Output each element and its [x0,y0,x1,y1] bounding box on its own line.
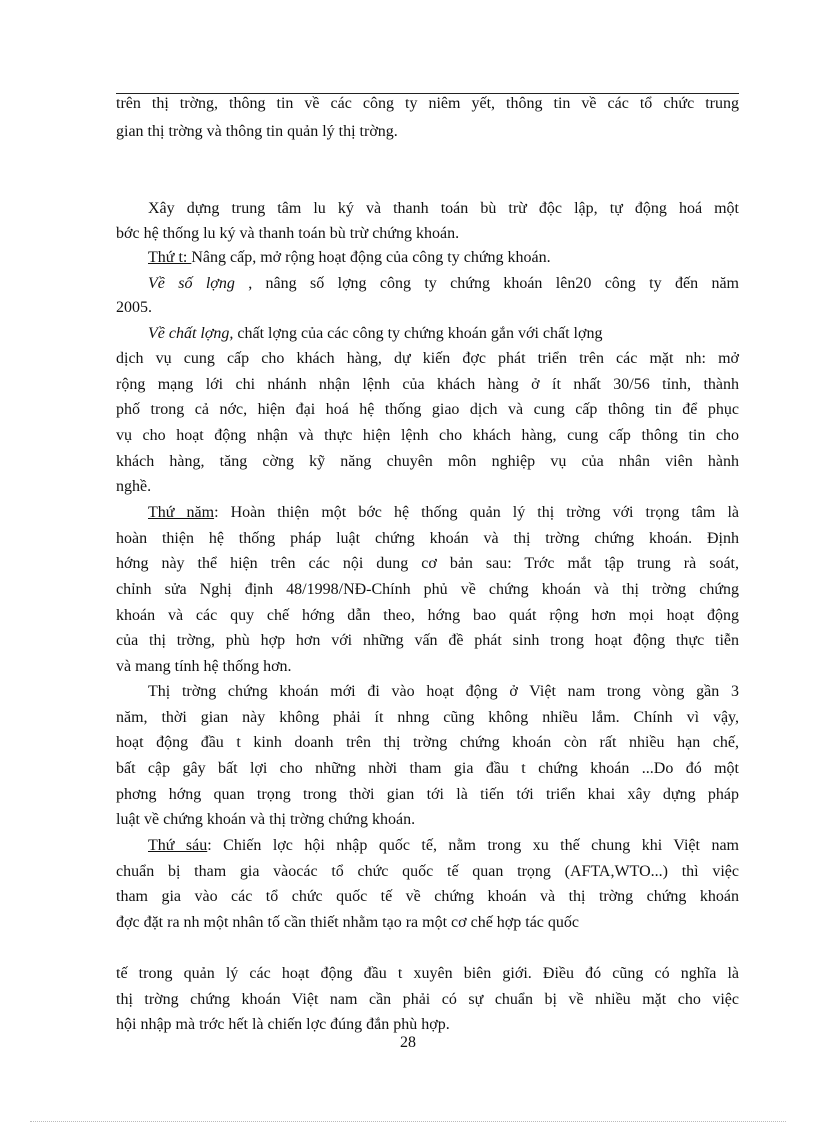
text-line: đợc đặt ra nh một nhân tố cần thiết nhằm tạo ra một cơ chế hợp tác quốc [116,914,580,931]
text-line: khách hàng, tăng cờng kỹ năng chuyên môn nghiệp vụ của nhân viên hành [116,453,739,470]
section-heading-thu-nam: Thứ năm [148,504,215,521]
text-line: Thị trờng chứng khoán mới đi vào hoạt động ở Việt nam trong vòng gần 3 [148,683,739,700]
text-line: khoán và các quy chế hớng dẫn theo, hớng bao quát rộng hơn mọi hoạt động [116,607,739,624]
text-line: Về số lợng , nâng số lợng công ty chứng khoán lên20 công ty đến năm [148,275,739,292]
text-line: hội nhập mà trớc hết là chiến lợc đúng đắn phù hợp. [116,1016,450,1033]
text-line: thị trờng chứng khoán Việt nam cần phải có sự chuẩn bị về nhiều mặt cho việc [116,991,739,1008]
text-line: tham gia vào các tổ chức quốc tế về chứng khoán và thị trờng chứng khoán [116,888,739,905]
section-heading-thu-sau: Thứ sáu [148,837,208,854]
text-line: gian thị trờng và thông tin quản lý thị trờng. [116,123,398,140]
text-line: phơng hớng quan trọng trong thời gian tới là tiến tới triển khai xây dựng pháp [116,786,739,803]
text-line: Xây dựng trung tâm lu ký và thanh toán bù trừ độc lập, tự động hoá một [148,200,739,217]
text-line: hoàn thiện hệ thống pháp luật chứng khoán và thị trờng chứng khoán. Định [116,530,739,547]
text-line: bớc hệ thống lu ký và thanh toán bù trừ chứng khoán. [116,225,460,242]
text-line: luật về chứng khoán và thị trờng chứng khoán. [116,811,416,828]
text-line: của thị trờng, phù hợp hơn với những vấn đề phát sinh trong hoạt động thực tiễn [116,632,739,649]
text-line: nghề. [116,478,152,495]
text-line: Thứ sáu: Chiến lợc hội nhập quốc tế, nằm trong xu thế chung khi Việt nam [148,837,739,854]
italic-lead: Về chất lợng, [148,325,234,342]
text-line: hớng này thể hiện trên các nội dung cơ bản sau: Trớc mắt tập trung rà soát, [116,555,739,572]
text-line: Thứ t: Nâng cấp, mở rộng hoạt động của công ty chứng khoán. [148,249,551,266]
text-line: chuẩn bị tham gia vàocác tổ chức quốc tế quan trọng (AFTA,WTO...) thì việc [116,863,739,880]
section-heading-thu-tu: Thứ t: [148,249,192,266]
text-line: 2005. [116,299,152,316]
text-line: Thứ năm: Hoàn thiện một bớc hệ thống quản lý thị trờng với trọng tâm là [148,504,739,521]
page-number: 28 [400,1034,416,1051]
text-line: dịch vụ cung cấp cho khách hàng, dự kiến đợc phát triển trên các mặt nh: mở [116,350,739,367]
text-line: rộng mạng lới chi nhánh nhận lệnh của khách hàng ở ít nhất 30/56 tỉnh, thành [116,376,739,393]
text-line: năm, thời gian này không phải ít nhng cũng không nhiều lắm. Chính vì vậy, [116,709,739,726]
italic-lead: Về số lợng [148,275,235,292]
text-line: bất cập gây bất lợi cho những nhời tham gia đầu t chứng khoán ...Do đó một [116,760,739,777]
text-line: và mang tính hệ thống hơn. [116,658,292,675]
page-bottom-divider [30,1121,786,1122]
text-line: phố trong cả nớc, hiện đại hoá hệ thống giao dịch và cung cấp thông tin để phục [116,401,739,418]
text-line: trên thị trờng, thông tin về các công ty niêm yết, thông tin về các tổ chức trung [116,95,739,112]
text-line: tế trong quản lý các hoạt động đầu t xuyên biên giới. Điều đó cũng có nghĩa là [116,965,739,982]
text-line: hoạt động đầu t kinh doanh trên thị trờng chứng khoán còn rất nhiều hạn chế, [116,734,739,751]
text-line: vụ cho hoạt động nhận và thực hiện lệnh cho khách hàng, cung cấp thông tin cho [116,427,739,444]
text-line: chỉnh sửa Nghị định 48/1998/NĐ-Chính phủ về chứng khoán và thị trờng chứng [116,581,739,598]
text-line: Về chất lợng, chất lợng của các công ty chứng khoán gắn với chất lợng [148,325,603,342]
